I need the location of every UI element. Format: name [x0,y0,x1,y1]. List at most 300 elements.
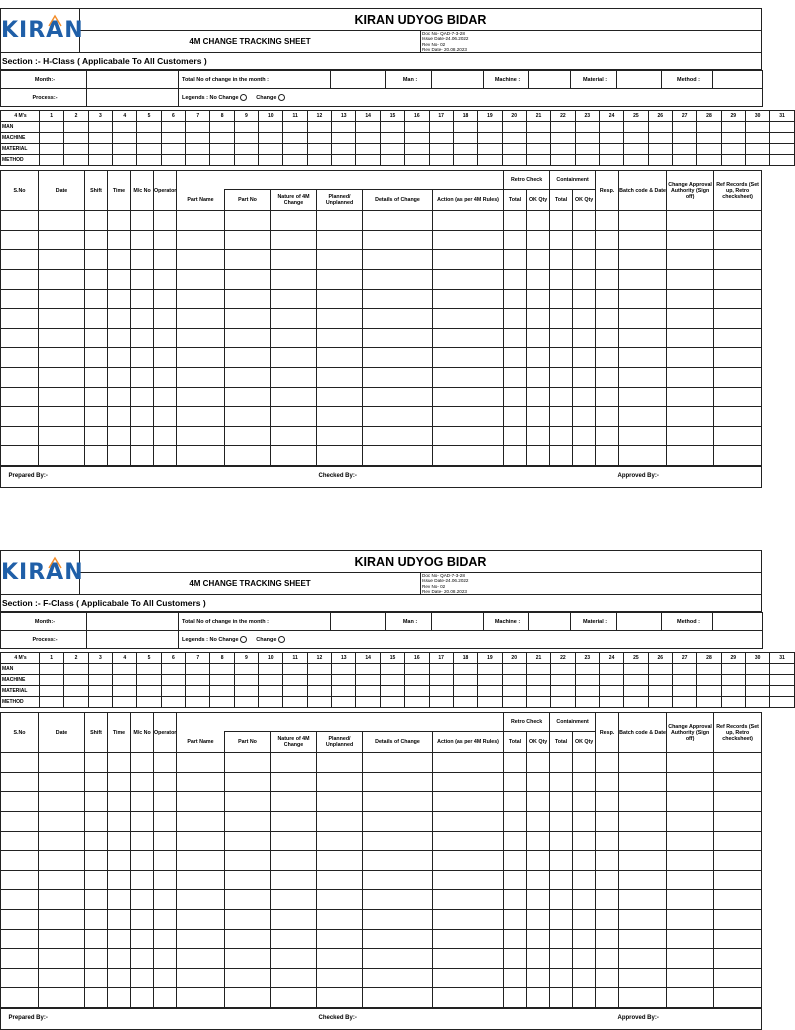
table-cell[interactable] [550,772,573,792]
table-cell[interactable] [619,250,667,270]
table-cell[interactable] [363,909,433,929]
machine-value[interactable] [529,613,571,631]
day-cell[interactable] [672,686,696,697]
table-cell[interactable] [433,269,504,289]
table-cell[interactable] [363,446,433,466]
day-cell[interactable] [502,155,526,166]
table-cell[interactable] [39,988,85,1008]
table-cell[interactable] [154,250,177,270]
day-cell[interactable] [624,686,648,697]
day-cell[interactable] [745,686,769,697]
table-cell[interactable] [573,870,596,890]
table-cell[interactable] [619,387,667,407]
table-cell[interactable] [85,269,108,289]
table-cell[interactable] [573,309,596,329]
day-cell[interactable] [478,686,502,697]
day-cell[interactable] [64,144,88,155]
table-cell[interactable] [596,949,619,969]
table-cell[interactable] [1,753,39,773]
day-cell[interactable] [356,122,380,133]
day-cell[interactable] [526,133,550,144]
day-cell[interactable] [453,675,477,686]
table-cell[interactable] [131,348,154,368]
table-cell[interactable] [271,367,317,387]
day-cell[interactable] [648,122,672,133]
table-cell[interactable] [1,328,39,348]
table-cell[interactable] [714,870,762,890]
table-cell[interactable] [154,792,177,812]
table-cell[interactable] [271,753,317,773]
table-cell[interactable] [131,426,154,446]
table-cell[interactable] [225,387,271,407]
table-cell[interactable] [667,909,714,929]
day-cell[interactable] [575,686,599,697]
day-cell[interactable] [161,155,185,166]
table-cell[interactable] [177,289,225,309]
table-cell[interactable] [527,909,550,929]
day-cell[interactable] [113,664,137,675]
day-cell[interactable] [186,664,210,675]
day-cell[interactable] [599,686,623,697]
table-cell[interactable] [667,929,714,949]
day-cell[interactable] [745,155,769,166]
day-cell[interactable] [356,675,380,686]
table-cell[interactable] [596,250,619,270]
table-cell[interactable] [363,772,433,792]
process-value[interactable] [87,631,179,649]
table-cell[interactable] [225,367,271,387]
table-cell[interactable] [39,328,85,348]
day-cell[interactable] [137,686,161,697]
table-cell[interactable] [177,367,225,387]
table-cell[interactable] [573,909,596,929]
table-cell[interactable] [108,426,131,446]
table-cell[interactable] [433,929,504,949]
day-cell[interactable] [283,664,307,675]
table-cell[interactable] [714,831,762,851]
day-cell[interactable] [259,686,283,697]
table-cell[interactable] [39,426,85,446]
day-cell[interactable] [551,697,575,708]
day-cell[interactable] [161,686,185,697]
day-cell[interactable] [137,155,161,166]
table-cell[interactable] [85,426,108,446]
table-cell[interactable] [527,870,550,890]
table-cell[interactable] [504,387,527,407]
day-cell[interactable] [234,122,258,133]
table-cell[interactable] [504,328,527,348]
table-cell[interactable] [154,811,177,831]
table-cell[interactable] [363,890,433,910]
day-cell[interactable] [745,122,769,133]
table-cell[interactable] [433,949,504,969]
material-value[interactable] [617,613,662,631]
table-cell[interactable] [596,792,619,812]
day-cell[interactable] [721,675,745,686]
table-cell[interactable] [1,949,39,969]
day-cell[interactable] [697,122,721,133]
table-cell[interactable] [108,269,131,289]
table-cell[interactable] [619,367,667,387]
day-cell[interactable] [283,686,307,697]
table-cell[interactable] [550,851,573,871]
table-cell[interactable] [108,230,131,250]
day-cell[interactable] [526,664,550,675]
table-cell[interactable] [573,269,596,289]
day-cell[interactable] [721,133,745,144]
table-cell[interactable] [131,289,154,309]
table-cell[interactable] [1,407,39,427]
table-cell[interactable] [550,988,573,1008]
table-cell[interactable] [154,772,177,792]
day-cell[interactable] [599,144,623,155]
day-cell[interactable] [672,697,696,708]
table-cell[interactable] [271,909,317,929]
table-cell[interactable] [39,949,85,969]
table-cell[interactable] [39,269,85,289]
table-cell[interactable] [550,968,573,988]
table-cell[interactable] [573,968,596,988]
day-cell[interactable] [770,675,794,686]
table-cell[interactable] [527,949,550,969]
table-cell[interactable] [619,211,667,231]
table-cell[interactable] [363,753,433,773]
table-cell[interactable] [714,446,762,466]
day-cell[interactable] [429,144,453,155]
table-cell[interactable] [504,890,527,910]
table-cell[interactable] [131,309,154,329]
day-cell[interactable] [113,675,137,686]
day-cell[interactable] [624,122,648,133]
table-cell[interactable] [527,309,550,329]
day-cell[interactable] [478,155,502,166]
day-cell[interactable] [453,144,477,155]
day-cell[interactable] [64,133,88,144]
table-cell[interactable] [225,811,271,831]
table-cell[interactable] [573,328,596,348]
table-cell[interactable] [527,772,550,792]
table-cell[interactable] [131,269,154,289]
method-value[interactable] [713,613,763,631]
day-cell[interactable] [429,697,453,708]
table-cell[interactable] [177,772,225,792]
table-cell[interactable] [225,407,271,427]
table-cell[interactable] [271,387,317,407]
table-cell[interactable] [317,753,363,773]
table-cell[interactable] [596,269,619,289]
table-cell[interactable] [225,949,271,969]
day-cell[interactable] [672,155,696,166]
day-cell[interactable] [770,697,794,708]
table-cell[interactable] [131,870,154,890]
table-cell[interactable] [573,446,596,466]
day-cell[interactable] [551,122,575,133]
day-cell[interactable] [502,664,526,675]
day-cell[interactable] [745,133,769,144]
month-value[interactable] [87,71,179,89]
table-cell[interactable] [504,269,527,289]
table-cell[interactable] [714,772,762,792]
table-cell[interactable] [154,909,177,929]
table-cell[interactable] [131,387,154,407]
table-cell[interactable] [271,269,317,289]
table-cell[interactable] [131,407,154,427]
table-cell[interactable] [108,328,131,348]
day-cell[interactable] [161,664,185,675]
table-cell[interactable] [619,289,667,309]
day-cell[interactable] [697,133,721,144]
table-cell[interactable] [317,387,363,407]
table-cell[interactable] [85,250,108,270]
day-cell[interactable] [599,133,623,144]
table-cell[interactable] [39,968,85,988]
day-cell[interactable] [672,675,696,686]
day-cell[interactable] [234,133,258,144]
table-cell[interactable] [108,309,131,329]
table-cell[interactable] [433,446,504,466]
day-cell[interactable] [697,675,721,686]
table-cell[interactable] [271,211,317,231]
day-cell[interactable] [721,664,745,675]
table-cell[interactable] [433,407,504,427]
table-cell[interactable] [527,230,550,250]
table-cell[interactable] [108,949,131,969]
table-cell[interactable] [433,753,504,773]
table-cell[interactable] [225,230,271,250]
table-cell[interactable] [573,367,596,387]
day-cell[interactable] [599,675,623,686]
table-cell[interactable] [1,929,39,949]
table-cell[interactable] [596,851,619,871]
table-cell[interactable] [714,211,762,231]
day-cell[interactable] [40,686,64,697]
day-cell[interactable] [551,686,575,697]
table-cell[interactable] [177,269,225,289]
table-cell[interactable] [131,250,154,270]
day-cell[interactable] [721,122,745,133]
table-cell[interactable] [433,890,504,910]
table-cell[interactable] [39,753,85,773]
table-cell[interactable] [527,831,550,851]
table-cell[interactable] [619,309,667,329]
table-cell[interactable] [1,426,39,446]
table-cell[interactable] [363,387,433,407]
day-cell[interactable] [526,155,550,166]
day-cell[interactable] [332,133,356,144]
day-cell[interactable] [186,697,210,708]
table-cell[interactable] [85,328,108,348]
total-change-value[interactable] [331,613,386,631]
table-cell[interactable] [573,407,596,427]
table-cell[interactable] [177,348,225,368]
table-cell[interactable] [363,230,433,250]
day-cell[interactable] [64,697,88,708]
day-cell[interactable] [88,155,112,166]
day-cell[interactable] [672,122,696,133]
day-cell[interactable] [770,664,794,675]
table-cell[interactable] [131,968,154,988]
table-cell[interactable] [108,289,131,309]
table-cell[interactable] [39,811,85,831]
day-cell[interactable] [307,664,331,675]
day-cell[interactable] [210,133,234,144]
day-cell[interactable] [380,675,404,686]
day-cell[interactable] [599,697,623,708]
table-cell[interactable] [596,831,619,851]
table-cell[interactable] [596,811,619,831]
day-cell[interactable] [161,122,185,133]
table-cell[interactable] [177,949,225,969]
day-cell[interactable] [64,675,88,686]
table-cell[interactable] [573,792,596,812]
table-cell[interactable] [39,289,85,309]
day-cell[interactable] [113,122,137,133]
table-cell[interactable] [504,792,527,812]
table-cell[interactable] [363,367,433,387]
day-cell[interactable] [307,675,331,686]
table-cell[interactable] [550,309,573,329]
table-cell[interactable] [177,309,225,329]
table-cell[interactable] [527,753,550,773]
day-cell[interactable] [551,664,575,675]
table-cell[interactable] [363,870,433,890]
table-cell[interactable] [433,792,504,812]
table-cell[interactable] [177,968,225,988]
table-cell[interactable] [433,211,504,231]
table-cell[interactable] [667,988,714,1008]
day-cell[interactable] [307,133,331,144]
day-cell[interactable] [599,664,623,675]
table-cell[interactable] [573,230,596,250]
material-value[interactable] [617,71,662,89]
table-cell[interactable] [504,367,527,387]
day-cell[interactable] [526,697,550,708]
table-cell[interactable] [177,851,225,871]
table-cell[interactable] [596,446,619,466]
table-cell[interactable] [154,328,177,348]
table-cell[interactable] [317,328,363,348]
day-cell[interactable] [186,133,210,144]
table-cell[interactable] [550,367,573,387]
table-cell[interactable] [177,426,225,446]
table-cell[interactable] [131,753,154,773]
table-cell[interactable] [596,387,619,407]
day-cell[interactable] [259,144,283,155]
day-cell[interactable] [745,697,769,708]
table-cell[interactable] [85,211,108,231]
table-cell[interactable] [108,753,131,773]
day-cell[interactable] [453,122,477,133]
table-cell[interactable] [85,348,108,368]
table-cell[interactable] [504,909,527,929]
table-cell[interactable] [225,753,271,773]
day-cell[interactable] [113,155,137,166]
day-cell[interactable] [526,686,550,697]
table-cell[interactable] [317,851,363,871]
table-cell[interactable] [39,230,85,250]
table-cell[interactable] [131,890,154,910]
table-cell[interactable] [714,348,762,368]
day-cell[interactable] [721,686,745,697]
table-cell[interactable] [271,309,317,329]
day-cell[interactable] [429,133,453,144]
table-cell[interactable] [527,426,550,446]
total-change-value[interactable] [331,71,386,89]
table-cell[interactable] [550,387,573,407]
day-cell[interactable] [332,686,356,697]
day-cell[interactable] [186,144,210,155]
table-cell[interactable] [550,870,573,890]
table-cell[interactable] [177,811,225,831]
table-cell[interactable] [714,949,762,969]
table-cell[interactable] [271,988,317,1008]
table-cell[interactable] [363,831,433,851]
day-cell[interactable] [88,664,112,675]
table-cell[interactable] [504,870,527,890]
day-cell[interactable] [770,144,794,155]
table-cell[interactable] [550,269,573,289]
table-cell[interactable] [108,792,131,812]
table-cell[interactable] [619,870,667,890]
day-cell[interactable] [186,675,210,686]
day-cell[interactable] [770,133,794,144]
table-cell[interactable] [527,988,550,1008]
table-cell[interactable] [225,446,271,466]
day-cell[interactable] [721,155,745,166]
table-cell[interactable] [550,890,573,910]
table-cell[interactable] [85,988,108,1008]
table-cell[interactable] [363,348,433,368]
day-cell[interactable] [478,133,502,144]
table-cell[interactable] [619,407,667,427]
table-cell[interactable] [527,328,550,348]
day-cell[interactable] [380,686,404,697]
day-cell[interactable] [648,675,672,686]
table-cell[interactable] [131,446,154,466]
table-cell[interactable] [131,328,154,348]
table-cell[interactable] [714,890,762,910]
day-cell[interactable] [648,686,672,697]
day-cell[interactable] [234,697,258,708]
day-cell[interactable] [356,144,380,155]
table-cell[interactable] [317,250,363,270]
table-cell[interactable] [433,348,504,368]
day-cell[interactable] [356,697,380,708]
day-cell[interactable] [599,122,623,133]
day-cell[interactable] [502,144,526,155]
table-cell[interactable] [527,851,550,871]
table-cell[interactable] [39,890,85,910]
table-cell[interactable] [504,426,527,446]
day-cell[interactable] [648,155,672,166]
table-cell[interactable] [317,426,363,446]
table-cell[interactable] [550,426,573,446]
day-cell[interactable] [697,697,721,708]
table-cell[interactable] [108,988,131,1008]
table-cell[interactable] [667,792,714,812]
table-cell[interactable] [85,831,108,851]
table-cell[interactable] [154,949,177,969]
table-cell[interactable] [154,890,177,910]
table-cell[interactable] [619,811,667,831]
day-cell[interactable] [551,155,575,166]
day-cell[interactable] [259,697,283,708]
table-cell[interactable] [504,230,527,250]
day-cell[interactable] [259,155,283,166]
table-cell[interactable] [271,811,317,831]
table-cell[interactable] [131,988,154,1008]
table-cell[interactable] [85,309,108,329]
